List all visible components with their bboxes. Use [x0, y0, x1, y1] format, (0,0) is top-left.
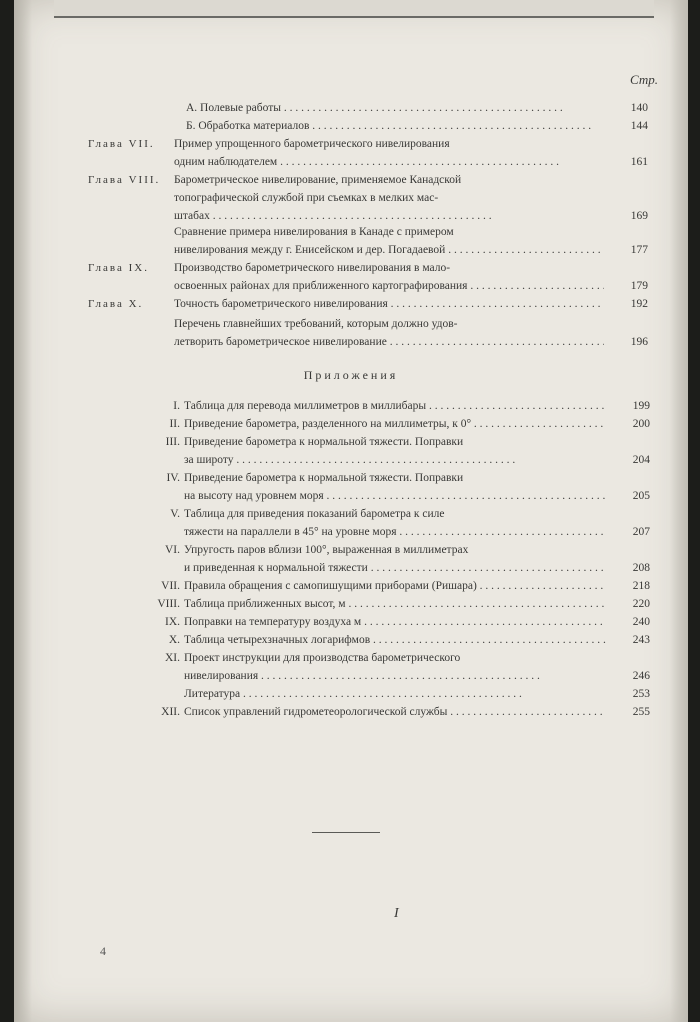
entry-page-number: 169: [630, 210, 648, 222]
appendix-number: VI.: [164, 544, 180, 556]
appendix-page-number: 204: [632, 454, 650, 466]
entry-text: Сравнение примера нивелирования в Канаде с примером: [174, 226, 454, 238]
appendix-page-number: 220: [632, 598, 650, 610]
entry-page-number: 179: [630, 280, 648, 292]
appendix-page-number: 255: [632, 706, 650, 718]
corner-mark: 4: [100, 944, 106, 958]
entry-text: А. Полевые работы . . .: [186, 100, 604, 116]
appendix-number: I.: [173, 400, 180, 412]
appendix-text: Проект инструкции для производства барометрического: [184, 652, 461, 664]
appendix-number: XI.: [164, 652, 180, 664]
closing-rule: [312, 832, 380, 833]
appendix-text: тяжести на параллели в 45° на уровне моря . . .: [184, 524, 606, 540]
page-column-header: Стр.: [630, 72, 658, 87]
chapter-label: Глава IX.: [88, 262, 149, 274]
appendix-number: IV.: [166, 472, 180, 484]
appendix-text: Таблица четырехзначных логарифмов . . .: [184, 632, 606, 648]
appendix-text: Таблица для перевода миллиметров в миллибары . . .: [184, 398, 606, 414]
entry-page-number: 196: [630, 336, 648, 348]
appendix-text: Упругость паров вблизи 100°, выраженная в миллиметрах: [184, 544, 469, 556]
appendix-page-number: 243: [632, 634, 650, 646]
chapter-label: Глава VIII.: [88, 174, 161, 186]
chapter-label: Глава X.: [88, 298, 144, 310]
chapter-label: Глава VII.: [88, 138, 155, 150]
appendix-number: XII.: [161, 706, 180, 718]
entry-text: штабах . . .: [174, 208, 604, 224]
appendix-title: Приложения: [303, 368, 399, 382]
entry-text: Точность барометрического нивелирования . . .: [174, 296, 604, 312]
entry-page-number: 144: [630, 120, 648, 132]
appendix-text: Приведение барометра к нормальной тяжести. Поправки: [184, 436, 464, 448]
folio-number: I: [394, 906, 399, 921]
appendix-text: Таблица приближенных высот, м . . .: [184, 596, 606, 612]
appendix-number: II.: [169, 418, 180, 430]
appendix-text: Приведение барометра, разделенного на миллиметры, к 0° . . .: [184, 416, 606, 432]
entry-page-number: 177: [630, 244, 648, 256]
entry-text: Производство барометрического нивелирования в мало-: [174, 262, 451, 274]
appendix-page-number: 218: [632, 580, 650, 592]
appendix-text: Приведение барометра к нормальной тяжести. Поправки: [184, 472, 464, 484]
appendix-page-number: 240: [632, 616, 650, 628]
document-page: [14, 0, 688, 1022]
appendix-text: за широту . . .: [184, 452, 606, 468]
entry-text: Перечень главнейших требований, которым должно удов-: [174, 318, 458, 330]
appendix-list: [14, 0, 688, 1022]
entry-page-number: 161: [630, 156, 648, 168]
entry-text: Б. Обработка материалов . . .: [186, 118, 604, 134]
appendix-page-number: 208: [632, 562, 650, 574]
appendix-text: и приведенная к нормальной тяжести . . .: [184, 560, 606, 576]
entry-text: летворить барометрическое нивелирование . . .: [174, 334, 604, 350]
appendix-text: Правила обращения с самопишущими приборами (Ришара) . . .: [184, 578, 606, 594]
appendix-page-number: 205: [632, 490, 650, 502]
appendix-page-number: 253: [632, 688, 650, 700]
appendix-text: Поправки на температуру воздуха м . . .: [184, 614, 606, 630]
entry-text: Барометрическое нивелирование, применяемое Канадской: [174, 174, 462, 186]
appendix-number: V.: [170, 508, 180, 520]
entry-page-number: 192: [630, 298, 648, 310]
entry-text: топографической службой при съемках в мелких мас-: [174, 192, 439, 204]
appendix-number: VIII.: [157, 598, 180, 610]
entry-text: освоенных районах для приближенного картографирования . . .: [174, 278, 604, 294]
appendix-page-number: 200: [632, 418, 650, 430]
appendix-page-number: 199: [632, 400, 650, 412]
appendix-number: III.: [165, 436, 180, 448]
appendix-text: Литература . . .: [184, 686, 606, 702]
entry-text: нивелирования между г. Енисейском и дер. Погадаевой . . .: [174, 242, 604, 258]
appendix-number: VII.: [161, 580, 180, 592]
appendix-text: Таблица для приведения показаний барометра к силе: [184, 508, 445, 520]
appendix-text: нивелирования . . .: [184, 668, 606, 684]
entry-page-number: 140: [630, 102, 648, 114]
appendix-number: IX.: [164, 616, 180, 628]
entry-text: Пример упрощенного барометрического нивелирования: [174, 138, 450, 150]
entry-text: одним наблюдателем . . .: [174, 154, 604, 170]
appendix-text: Список управлений гидрометеорологической службы . . .: [184, 704, 606, 720]
appendix-page-number: 207: [632, 526, 650, 538]
appendix-text: на высоту над уровнем моря . . .: [184, 488, 606, 504]
appendix-page-number: 246: [632, 670, 650, 682]
appendix-number: X.: [168, 634, 180, 646]
